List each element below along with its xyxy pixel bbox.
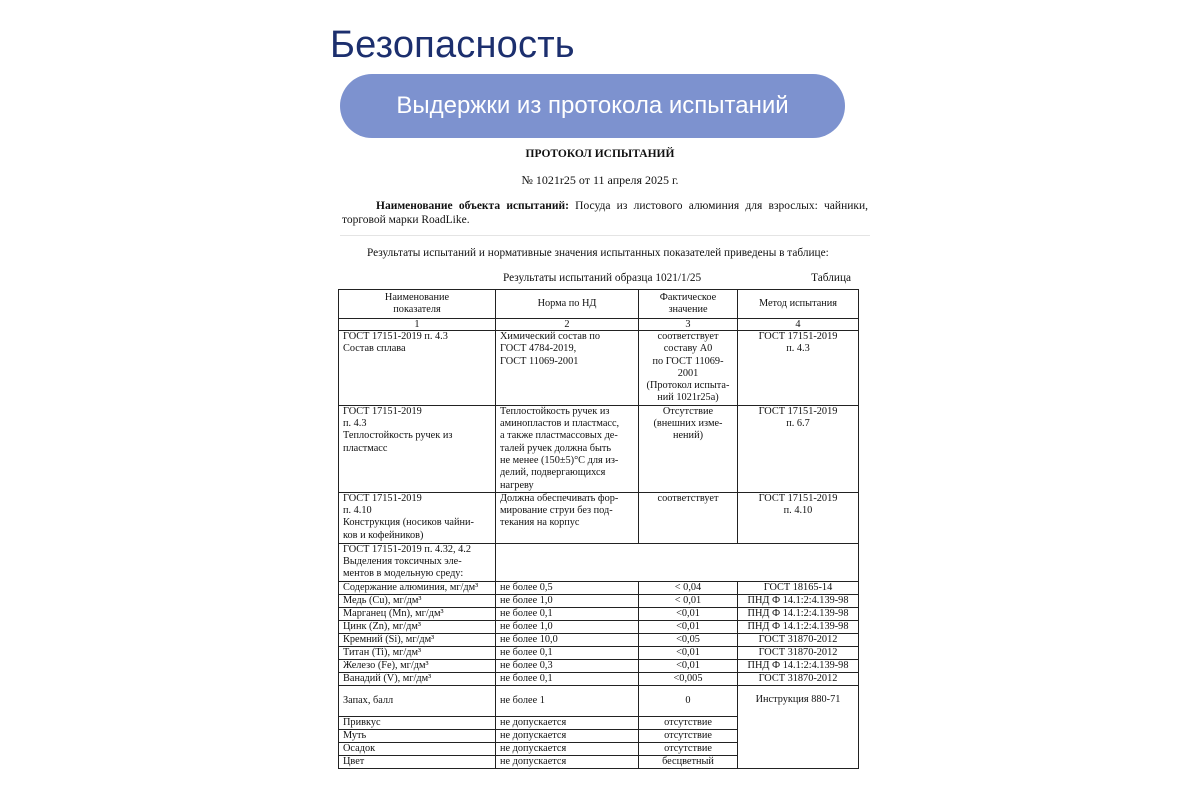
table-row [339, 331, 859, 406]
row-norm-cell: не более 0,1 [496, 607, 639, 620]
test-object-text: Посуда из листового алюминия для взрослых: чайники, торговой марки RoadLike. [342, 200, 868, 226]
row-actual-cell: <0,01 [639, 620, 738, 633]
row-name-cell: Марганец (Mn), мг/дм³ [339, 607, 496, 620]
table-row [339, 594, 859, 607]
table-row [339, 672, 859, 685]
row-method-cell: ГОСТ 17151-2019 п. 4.3 [738, 331, 859, 406]
row-norm-cell: не допускается [496, 716, 639, 729]
row-name-cell: Цинк (Zn), мг/дм³ [339, 620, 496, 633]
test-object [342, 199, 868, 227]
row-name-cell: ГОСТ 17151-2019 п. 4.3 Состав сплава [339, 331, 496, 406]
results-intro: Результаты испытаний и нормативные значения испытанных показателей приведены в таблице: [367, 247, 829, 259]
row-norm-cell: не более 0,1 [496, 646, 639, 659]
row-actual-cell: Отсутствие (внешних изме- нений) [639, 405, 738, 492]
table-caption: Результаты испытаний образца 1021/1/25 [503, 272, 702, 284]
row-name-cell: Кремний (Si), мг/дм³ [339, 633, 496, 646]
row-method-cell: ГОСТ 17151-2019 п. 4.10 [738, 492, 859, 543]
column-number: 3 [639, 319, 738, 331]
row-name-cell: Осадок [339, 742, 496, 755]
test-object-label: Наименование объекта испытаний: [376, 200, 569, 212]
column-number: 4 [738, 319, 859, 331]
row-norm-text: Теплостойкость ручек из аминопластов и пластмасс, а также пластмассовых де- талей ручек должна быть не менее (150±5)°С для из- делий, подвергающихся нагреву [500, 405, 620, 491]
table-row [339, 492, 859, 543]
row-norm-cell: не более 0,1 [496, 672, 639, 685]
column-number: 2 [496, 319, 639, 331]
table-row [339, 659, 859, 672]
header-cell: Метод испытания [738, 290, 859, 319]
row-actual-cell: <0,005 [639, 672, 738, 685]
row-norm-cell: Должна обеспечивать фор- мирование струи без под- текания на корпус [496, 492, 639, 543]
row-actual-cell: отсутствие [639, 729, 738, 742]
table-label: Таблица [811, 272, 851, 284]
table-row [339, 607, 859, 620]
row-name-cell: Содержание алюминия, мг/дм³ [339, 581, 496, 594]
row-norm-cell: не допускается [496, 755, 639, 768]
section-badge [340, 74, 845, 138]
row-actual-cell: <0,01 [639, 607, 738, 620]
row-method-cell: ГОСТ 17151-2019 п. 6.7 [738, 405, 859, 492]
row-actual-cell: 0 [639, 685, 738, 716]
page-title: Безопасность [330, 24, 575, 66]
row-actual-cell: <0,05 [639, 633, 738, 646]
row-method-cell: ПНД Ф 14.1:2:4.139-98 [738, 594, 859, 607]
row-method-cell: ПНД Ф 14.1:2:4.139-98 [738, 620, 859, 633]
table-row [339, 646, 859, 659]
row-name-cell: Медь (Cu), мг/дм³ [339, 594, 496, 607]
row-name-cell: Ванадий (V), мг/дм³ [339, 672, 496, 685]
row-norm-cell: не более 1,0 [496, 594, 639, 607]
table-row [339, 581, 859, 594]
toxic-header-cell: ГОСТ 17151-2019 п. 4.32, 4.2 Выделения токсичных эле- ментов в модельную среду: [339, 543, 496, 581]
section-badge-label: Выдержки из протокола испытаний [396, 92, 789, 119]
header-cell: Фактическое значение [639, 290, 738, 319]
row-norm-cell: Химический состав по ГОСТ 4784-2019, ГОСТ 11069-2001 [496, 331, 639, 406]
divider [340, 235, 870, 236]
row-name-cell: Муть [339, 729, 496, 742]
row-name-cell: ГОСТ 17151-2019 п. 4.10 Конструкция (носиков чайни- ков и кофейников) [339, 492, 496, 543]
table-row [339, 405, 859, 492]
row-norm-cell: не допускается [496, 742, 639, 755]
table-row-toxic-header [339, 543, 859, 581]
row-actual-cell: < 0,04 [639, 581, 738, 594]
row-norm-cell: не допускается [496, 729, 639, 742]
row-method-cell: ПНД Ф 14.1:2:4.139-98 [738, 659, 859, 672]
table-row [339, 620, 859, 633]
row-name-cell: Цвет [339, 755, 496, 768]
row-actual-cell: отсутствие [639, 742, 738, 755]
row-actual-cell: <0,01 [639, 659, 738, 672]
row-actual-cell: бесцветный [639, 755, 738, 768]
row-name-cell: Титан (Ti), мг/дм³ [339, 646, 496, 659]
row-method-cell: ГОСТ 31870-2012 [738, 646, 859, 659]
row-actual-cell: соответствует составу А0 по ГОСТ 11069- 2001 (Протокол испыта- ний 1021r25а) [639, 331, 738, 406]
row-name-cell: Железо (Fe), мг/дм³ [339, 659, 496, 672]
row-actual-cell: <0,01 [639, 646, 738, 659]
protocol-title: ПРОТОКОЛ ИСПЫТАНИЙ [525, 148, 675, 160]
row-method-cell: ПНД Ф 14.1:2:4.139-98 [738, 607, 859, 620]
protocol-number: № 1021r25 от 11 апреля 2025 г. [521, 173, 679, 187]
row-method-cell: ГОСТ 18165-14 [738, 581, 859, 594]
row-actual-cell: соответствует [639, 492, 738, 543]
row-norm-cell: не более 1 [496, 685, 639, 716]
row-method-cell: ГОСТ 31870-2012 [738, 633, 859, 646]
row-norm-cell: не более 0,5 [496, 581, 639, 594]
row-method-cell: ГОСТ 31870-2012 [738, 672, 859, 685]
header-cell: Норма по НД [496, 290, 639, 319]
protocol-document [330, 140, 870, 800]
row-norm-cell: не более 10,0 [496, 633, 639, 646]
row-norm-cell [496, 405, 639, 492]
table-row [339, 685, 859, 716]
header-cell: Наименование показателя [339, 290, 496, 319]
table-header-row [339, 290, 859, 319]
table-column-numbers [339, 319, 859, 331]
table-row [339, 633, 859, 646]
organoleptic-method-cell: Инструкция 880-71 [738, 685, 859, 768]
row-norm-cell: не более 0,3 [496, 659, 639, 672]
results-table [338, 289, 859, 769]
row-name-cell: ГОСТ 17151-2019 п. 4.3 Теплостойкость ручек из пластмасс [339, 405, 496, 492]
empty-cell [496, 543, 859, 581]
row-norm-cell: не более 1,0 [496, 620, 639, 633]
row-actual-cell: < 0,01 [639, 594, 738, 607]
row-name-cell: Привкус [339, 716, 496, 729]
column-number: 1 [339, 319, 496, 331]
row-actual-cell: отсутствие [639, 716, 738, 729]
row-name-cell: Запах, балл [339, 685, 496, 716]
